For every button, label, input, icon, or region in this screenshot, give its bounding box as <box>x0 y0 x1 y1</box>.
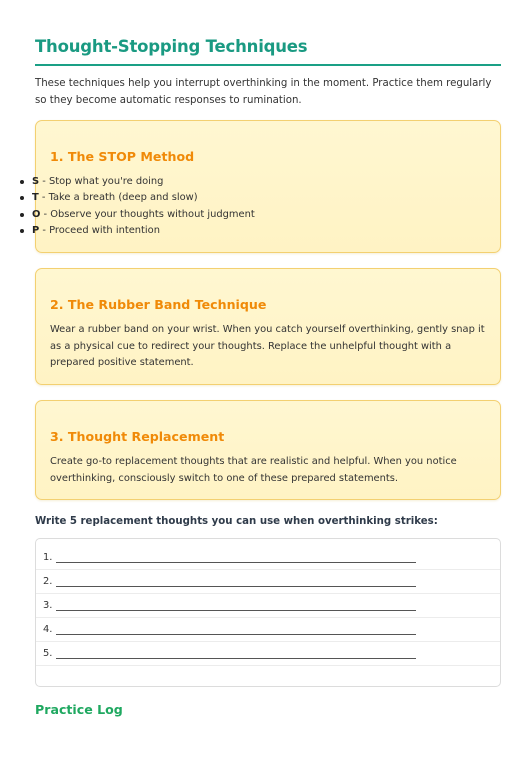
answer-line-4[interactable] <box>56 634 416 635</box>
answer-row-3 <box>36 594 500 618</box>
card-title-rubber-band: 2. The Rubber Band Technique <box>50 297 267 312</box>
answer-number: 1. <box>43 552 53 563</box>
rubber-band-card <box>35 268 501 385</box>
step-text: - Stop what you're doing <box>39 176 164 187</box>
answer-number: 3. <box>43 600 53 611</box>
answer-row-5 <box>36 642 500 666</box>
intro-paragraph: These techniques help you interrupt overthinking in the moment. Practice them regularly so they become automatic responses to rumination. <box>35 78 492 106</box>
stop-step-t <box>17 190 255 206</box>
step-letter: P <box>32 224 40 236</box>
answer-number: 4. <box>43 624 53 635</box>
replacement-thoughts-box <box>35 538 501 687</box>
answer-number: 5. <box>43 648 53 659</box>
thought-replacement-body: Create go-to replacement thoughts that are realistic and helpful. When you notice overthinking, consciously switch to one of these prepared statements. <box>50 456 457 484</box>
card-title-thought-replacement: 3. Thought Replacement <box>50 429 225 444</box>
page-title: Thought-Stopping Techniques <box>35 37 308 56</box>
card-title-stop-method: 1. The STOP Method <box>50 149 195 164</box>
answer-row-1 <box>36 546 500 570</box>
answer-number: 2. <box>43 576 53 587</box>
thought-replacement-card <box>35 400 501 500</box>
step-letter: S <box>32 176 40 187</box>
step-text: - Observe your thoughts without judgment <box>40 208 255 220</box>
answer-row-2 <box>36 570 500 594</box>
exercise-prompt: Write 5 replacement thoughts you can use when overthinking strikes: <box>35 516 438 527</box>
answer-line-2[interactable] <box>56 586 416 587</box>
stop-step-s <box>17 174 255 190</box>
answer-line-5[interactable] <box>56 658 416 659</box>
practice-log-heading: Practice Log <box>35 702 123 717</box>
step-text: - Take a breath (deep and slow) <box>38 192 198 204</box>
answer-line-1[interactable] <box>56 562 416 563</box>
stop-step-o <box>17 207 255 223</box>
stop-steps-list <box>17 174 255 239</box>
step-letter: O <box>32 208 41 220</box>
stop-method-card <box>32 120 501 253</box>
step-text: - Proceed with intention <box>39 224 160 236</box>
step-letter: T <box>32 192 39 204</box>
answer-line-3[interactable] <box>56 610 416 611</box>
rubber-band-body: Wear a rubber band on your wrist. When you catch yourself overthinking, gently snap it as a physical cue to redirect your thoughts. Replace the unhelpful thought with a prepared positive statement. <box>50 324 485 368</box>
stop-step-p <box>17 223 255 239</box>
answer-row-4 <box>36 618 500 642</box>
title-divider <box>35 64 501 66</box>
